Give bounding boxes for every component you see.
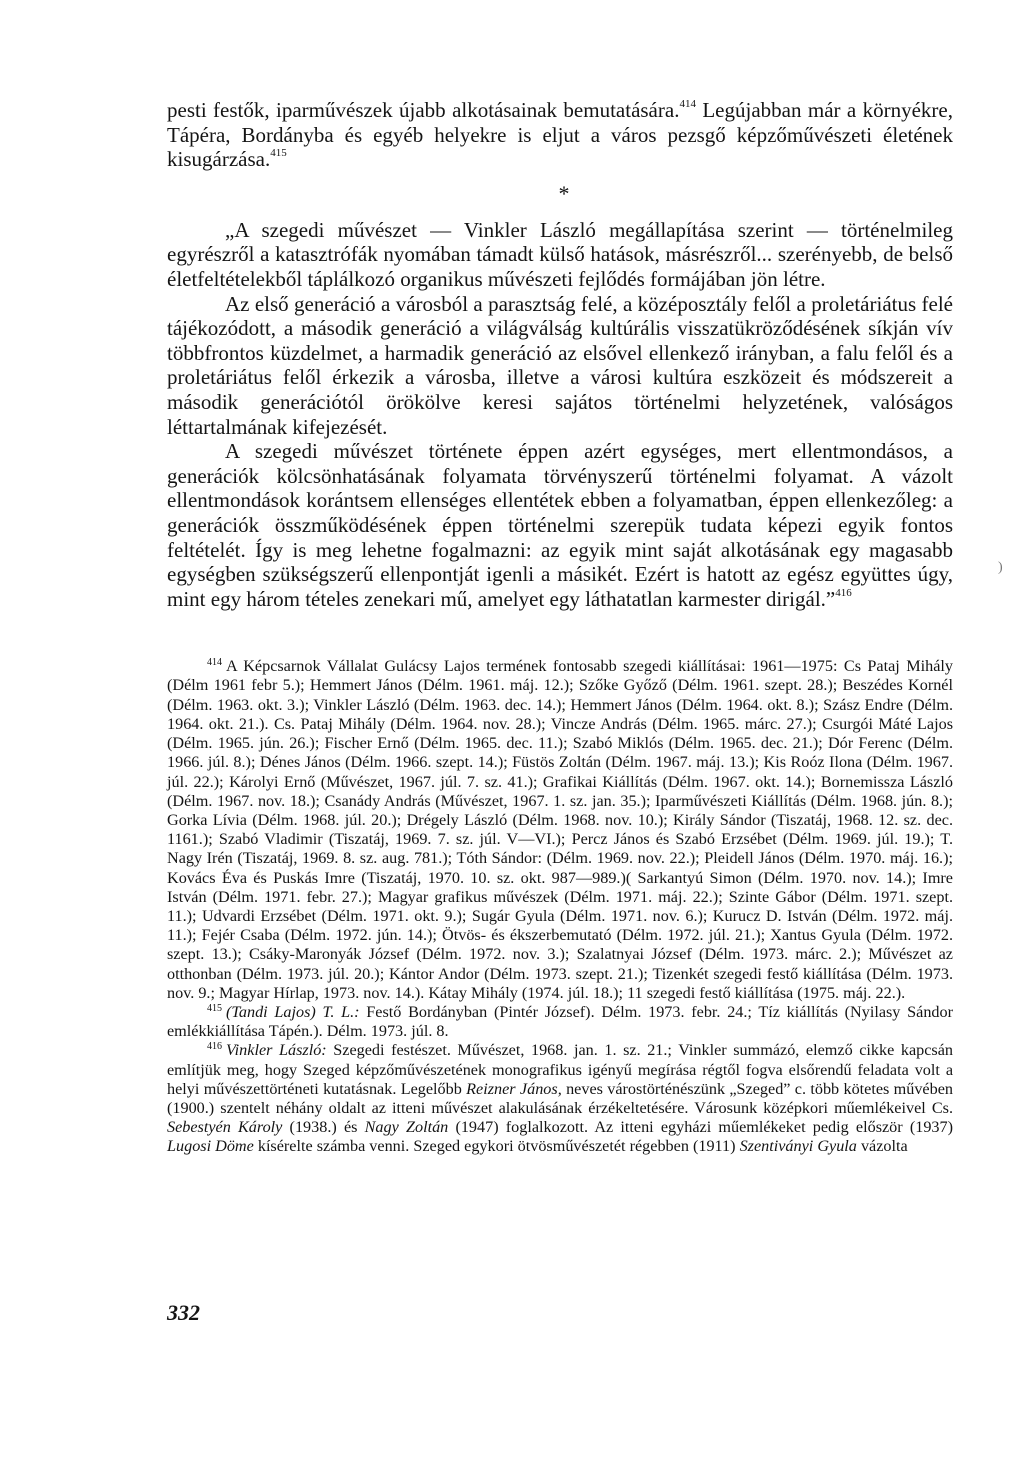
footnote-ref-414: 414 (679, 98, 696, 110)
footnote-ref-415: 415 (270, 147, 287, 160)
footnote-415-number: 415 (207, 1002, 222, 1014)
quote-paragraph-1: „A szegedi művészet — Vinkler László megállapítása szerint — történelmileg egyrészről a katasztrófák nyomában támadt külső hatások, másrészről... szerényebb, de belső életfeltételekből táplálkozó organikus művészeti fejlődés formájában jön létre. (167, 217, 953, 291)
footnote-414 (167, 657, 953, 1003)
quote-paragraph-3-text: A szegedi művészet története éppen azért egységes, mert ellentmondásos, a generációk kölcsönhatásának folyamata törvényszerű történelmi folyamat. A vázolt ellentmondások korántsem ellenséges ellentétek ebben a folyamatban, éppen ellenkezőleg: a generációk összműködésének éppen történelmi szerepük tudata képezi egyik fontos feltételét. Így is meg lehetne fogalmazni: az egyik mint saját alkotásának egy magasabb egységben szükségszerű ellenpontját igenli a másikét. Ezért is hatott az egész együttes úgy, mint egy három tételes zenekari mű, amelyet egy láthatatlan karmester dirigál.” (167, 439, 953, 611)
paragraph-intro (167, 98, 953, 172)
footnote-416-name-reizner: Reizner János, (466, 1079, 562, 1098)
footnote-416 (167, 1041, 953, 1156)
footnote-416-text-6: vázolta (856, 1137, 908, 1156)
footnote-416-text-5: kísérelte számba venni. Szeged egykori ötvösművészetét régebben (1911) (253, 1137, 740, 1156)
footnote-416-text-2: neves várostörténészünk „Szeged” c. több kötetes művében (1900.) szentelt néhány oldalt az itteni művészet alakulásának érzékeltetésére. Városunk középkori műemlékeivel Cs. (167, 1079, 953, 1117)
footnote-414-number: 414 (207, 656, 222, 668)
quote-paragraph-2: Az első generáció a városból a parasztság felé, a középosztály felől a proletáriátus felé tájékozódott, a második generáció a világválság kultúrális visszatükröződésének síkján vív többfrontos küzdelmet, a harmadik generáció az elsővel ellenkező irányban, a falu felől és a proletáriátus felől érkezik a városba, illetve a városi kultúra eszközeit és módszereit a második generációtól örökölve keresi sajátos történelmi helyzetének, valóságos léttartalmának kifejezését. (167, 291, 953, 439)
footnote-416-text-3: (1938.) és (282, 1118, 365, 1137)
footnote-416-author: Vinkler László: (226, 1041, 327, 1060)
footnote-414-text: A Képcsarnok Vállalat Gulácsy Lajos termének fontosabb szegedi kiállításai: 1961—1975: Cs Pataj Mihály (Délm 1961 febr 5.); Hemmert János (Délm. 1961. máj. 12.); Szőke Győző (Délm. 1961. szept. 28.); Beszédes Kornél (Délm. 1963. okt. 3.); Vinkler László (Délm. 1963. dec. 14.); Hemmert János (Délm. 1964. okt. 8.); Szász Endre (Délm. 1964. okt. 21.). Cs. Pataj Mihály (Délm. 1964. nov. 28.); Vincze András (Délm. 1965. márc. 27.); Csurgói Máté Lajos (Délm. 1965. jún. 26.); Fischer Ernő (Délm. 1965. dec. 11.); Szabó Miklós (Délm. 1965. dec. 21.); Dór Ferenc (Délm. 1966. júl. 8.); Dénes János (Délm. 1966. szept. 14.); Füstös Zoltán (Délm. 1967. máj. 13.); Kis Roóz Ilona (Délm. 1967. júl. 22.); Károlyi Ernő (Művészet, 1967. júl. 7. sz. 41.); Grafikai Kiállítás (Délm. 1967. okt. 14.); Bornemissza László (Délm. 1967. nov. 18.); Csanády András (Művészet, 1967. 1. sz. jan. 35.); Iparművészeti Kiállítás (Délm. 1968. jún. 8.); Gorka Lívia (Délm. 1968. júl. 20.); Drégely László (Délm. 1968. nov. 10.); Király Sándor (Tiszatáj, 1968. 12. sz. dec. 1161.); Szabó Vladimir (Tiszatáj, 1969. 7. sz. júl. V—VI.); Percz János és Szabó Erzsébet (Délm. 1969. júl. 19.); T. Nagy Irén (Tiszatáj, 1969. 8. sz. aug. 781.); Tóth Sándor: (Délm. 1969. nov. 22.); Pleidell János (Délm. 1970. máj. 16.); Kovács Éva és Puskás Imre (Tiszatáj, 1970. 10. sz. okt. 987—989.)( Sarkantyú Simon (Délm. 1970. nov. 14.); Imre István (Délm. 1971. febr. 27.); Magyar grafikus művészek (Délm. 1971. máj. 22.); Szinte Gábor (Délm. 1971. szept. 11.); Udvardi Erzsébet (Délm. 1971. okt. 9.); Sugár Gyula (Délm. 1971. nov. 6.); Kurucz D. István (Délm. 1972. máj. 11.); Fejér Csaba (Délm. 1972. jún. 14.); Ötvös- és ékszerbemutató (Délm. 1972. júl. 21.); Xantus Gyula (Délm. 1972. szept. 13.); Csáky-Maronyák József (Délm. 1972. nov. 3.); Szalatnyai József (Délm. 1973. márc. 2.); Művészet az otthonban (Délm. 1973. júl. 20.); Kántor Andor (Délm. 1973. szept. 21.); Tizenkét szegedi festő kiállítása (Délm. 1973. nov. 9.; Magyar Hírlap, 1973. nov. 14.). Kátay Mihály (1974. júl. 18.); 11 szegedi festő kiállítása (1975. máj. 22.). (167, 657, 953, 1002)
intro-text-b: Legújabban már a környékre, Tápéra, Bordányba és egyéb helyekre is eljut a város pezsgő képzőművészeti életének kisugárzása. (167, 98, 953, 172)
footnote-ref-416: 416 (835, 586, 852, 599)
footnotes (167, 657, 953, 1156)
footnote-415-author: (Tandi Lajos) T. L.: (226, 1002, 360, 1021)
main-text (167, 98, 953, 611)
margin-mark: ) (998, 560, 1003, 575)
quote-paragraph-3 (167, 439, 953, 611)
footnote-416-name-nagy: Nagy Zoltán (364, 1118, 449, 1137)
footnote-415-text: Festő Bordányban (Pintér József). Délm. 1973. febr. 24.; Tíz kiállítás (Nyilasy Sándor emlékkiállítása Tápén.). Délm. 1973. júl. 8. (167, 1002, 953, 1041)
footnote-416-text-4: (1947) foglalkozott. Az itteni egyházi műemlékeket pedig először (1937) (448, 1118, 953, 1137)
footnote-416-name-lugosi: Lugosi Döme (167, 1137, 254, 1156)
footnote-416-number: 416 (207, 1040, 222, 1052)
page-number: 332 (167, 1300, 200, 1325)
intro-text-a: pesti festők, iparművészek újabb alkotásainak bemutatására. (167, 98, 680, 122)
section-separator-asterisk: * (558, 180, 570, 206)
footnote-416-text-1: Szegedi festészet. Művészet, 1968. jan. 1. sz. 21.; Vinkler summázó, elemző cikke kapcsán említjük meg, hogy Szeged képzőművészetének monografikus igényű megírása régtől fogva elsőrendű feladata volt a helyi művészettörténeti kutatásnak. Legelőbb (167, 1041, 953, 1098)
footnote-416-name-szentivanyi: Szentiványi Gyula (739, 1137, 857, 1156)
footnote-416-name-sebestyen: Sebestyén Károly (167, 1118, 283, 1137)
page-content (167, 98, 953, 1157)
footnote-415 (167, 1003, 953, 1041)
